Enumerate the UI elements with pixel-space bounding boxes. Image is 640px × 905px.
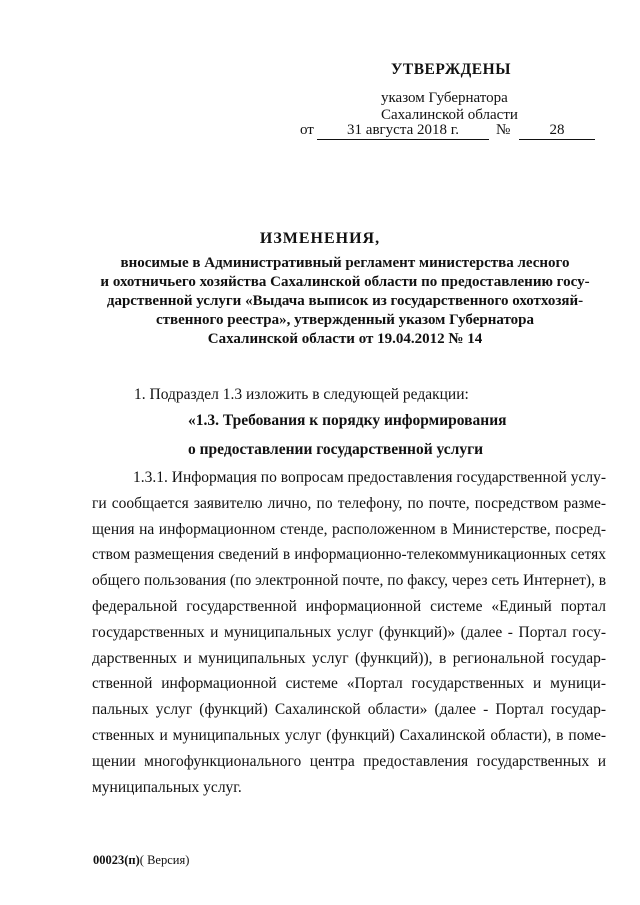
paragraph-line: пальных услуг (функций) Сахалинской области» (далее - Портал государ- bbox=[92, 701, 606, 719]
decree-date: 31 августа 2018 г. bbox=[317, 122, 489, 140]
footer-code-number: 00023(п) bbox=[93, 853, 140, 867]
section-intro: 1. Подраздел 1.3 изложить в следующей редакции: bbox=[134, 386, 469, 403]
subsection-heading-line2: о предоставлении государственной услуги bbox=[188, 441, 484, 458]
approval-decree-line1: указом Губернатора bbox=[381, 90, 508, 106]
paragraph-line: ственных и муниципальных услуг (функций) Сахалинской области), в поме- bbox=[92, 726, 606, 744]
paragraph-line: щения на информационном стенде, расположенном в Министерстве, посред- bbox=[92, 520, 606, 538]
paragraph-line: федеральной государственной информационной системе «Единый портал bbox=[92, 597, 606, 615]
number-label: № bbox=[496, 122, 511, 138]
approval-title: УТВЕРЖДЕНЫ bbox=[391, 61, 511, 78]
document-subtitle bbox=[95, 254, 595, 349]
paragraph-line: государственных и муниципальных услуг (функций)» (далее - Портал госу- bbox=[92, 623, 606, 641]
from-label: от bbox=[300, 122, 314, 138]
footer-version: ( Версия) bbox=[139, 853, 190, 867]
paragraph-line: муниципальных услуг. bbox=[92, 778, 242, 796]
subtitle-line: дарственной услуги «Выдача выписок из государственного охотхозяй- bbox=[106, 293, 584, 309]
subtitle-line: и охотничьего хозяйства Сахалинской области по предоставлению госу- bbox=[100, 274, 590, 290]
paragraph-1-3-1 bbox=[92, 465, 606, 800]
footer-code bbox=[93, 853, 189, 868]
paragraph-line: общего пользования (по электронной почте, по факсу, через сеть Интернет), в bbox=[92, 572, 607, 590]
subsection-heading-line1: «1.3. Требования к порядку информирования bbox=[188, 412, 507, 429]
paragraph-line: дарственных и муниципальных услуг (функций)), в региональной государ- bbox=[92, 649, 606, 667]
approval-decree-line2: Сахалинской области bbox=[381, 107, 518, 123]
subtitle-line: ственного реестра», утвержденный указом Губернатора bbox=[155, 312, 534, 328]
subtitle-line: вносимые в Административный регламент министерства лесного bbox=[120, 255, 570, 271]
paragraph-line: щении многофункционального центра предоставления государственных и bbox=[92, 752, 606, 770]
paragraph-line: 1.3.1. Информация по вопросам предоставления государственной услу- bbox=[133, 469, 606, 486]
decree-number: 28 bbox=[519, 122, 595, 140]
subtitle-line: Сахалинской области от 19.04.2012 № 14 bbox=[207, 331, 483, 347]
paragraph-line: ги сообщается заявителю лично, по телефону, по почте, посредством разме- bbox=[92, 494, 606, 512]
paragraph-line: ством размещения сведений в информационно-телекоммуникационных сетях bbox=[92, 546, 606, 564]
decree-date-number-line bbox=[300, 122, 600, 140]
paragraph-line: ственной информационной системе «Портал государственных и муници- bbox=[92, 675, 606, 693]
document-title: ИЗМЕНЕНИЯ, bbox=[259, 230, 381, 247]
